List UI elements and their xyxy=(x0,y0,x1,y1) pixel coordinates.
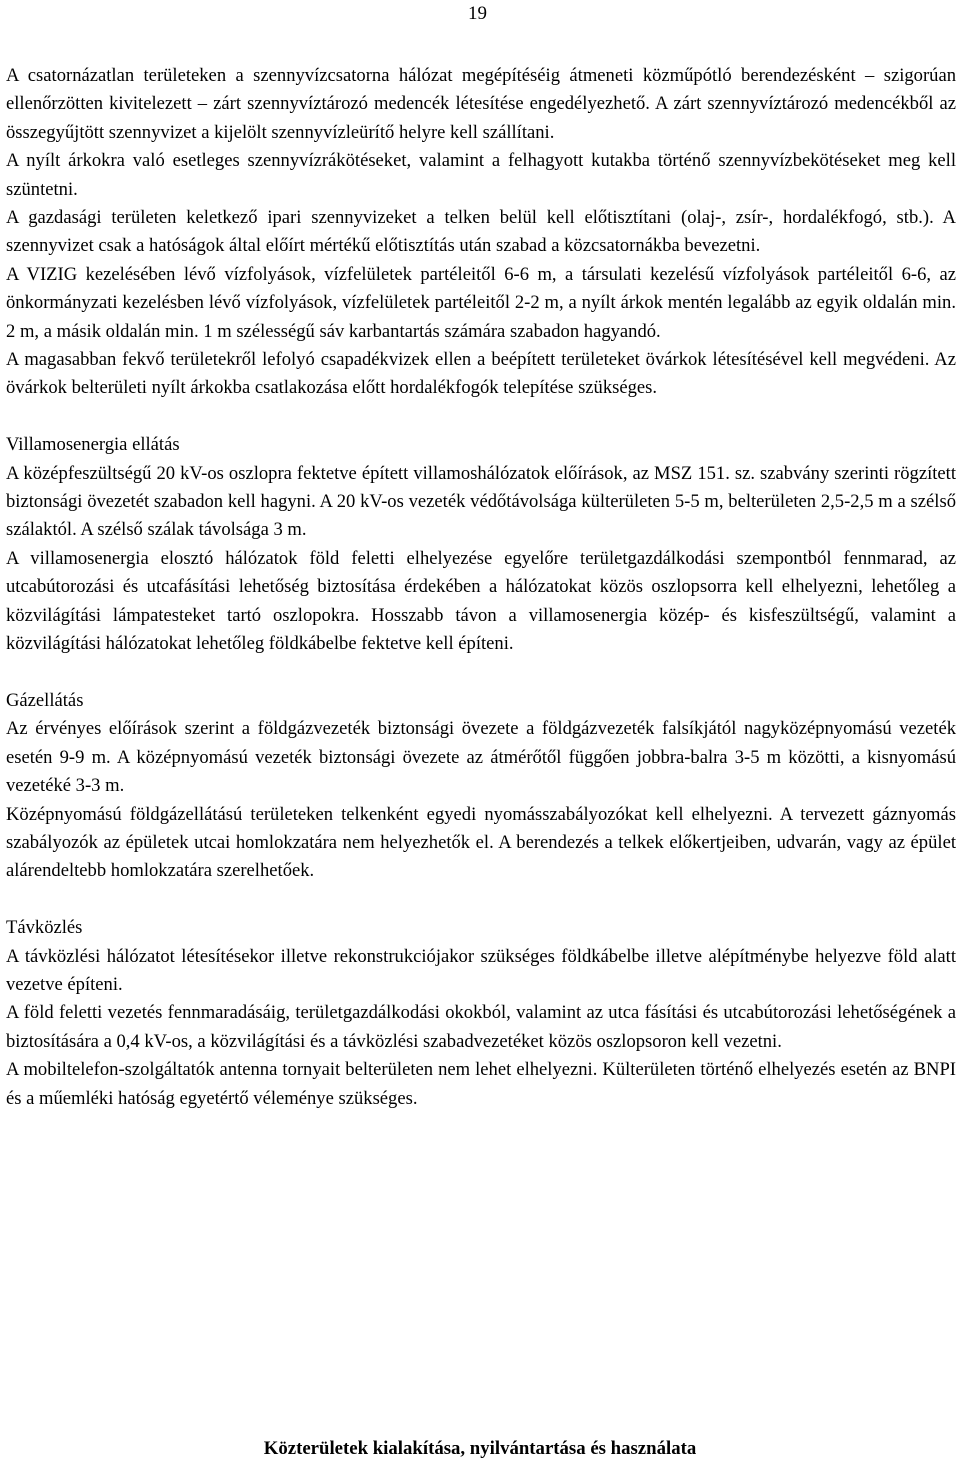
paragraph-watercourse-strips: A VIZIG kezelésében lévő vízfolyások, vízfelületek partéleitől 6-6 m, a társulati kezelésű vízfolyások partéleitől 6-6, az önkormányzati kezelésben lévő vízfolyások, vízfelületek partéleitől 2-2 m, a nyílt árkok mentén legalább az egyik oldalán min. 2 m, a másik oldalán min. 1 m szélességű sáv karbantartás számára szabadon hagyandó. xyxy=(6,263,956,342)
paragraph-industrial-wastewater: A gazdasági területen keletkező ipari szennyvizeket a telken belül kell előtisztítani (olaj-, zsír-, hordalékfogó, stb.). A szennyvizet csak a hatóságok által előírt mértékű előtisztítás után szabad a közcsatornákba bevezetni. xyxy=(6,207,956,257)
paragraph-medium-voltage: A középfeszültségű 20 kV-os oszlopra fektetve épített villamoshálózatok előírások, az MSZ 151. sz. szabvány szerinti rögzített biztonsági övezetét szabadon kell hagyni. A 20 kV-os vezeték védőtávolsága külterületen 5-5 m, belterületen 2,5-2,5 m a szélső szálaktól. A szélső szálak távolsága 3 m. xyxy=(6,462,956,541)
paragraph-gas-regulators: Középnyomású földgázellátású területeken telkenként egyedi nyomásszabályozókat kell elhelyezni. A tervezett gáznyomás szabályozók az épületek utcai homlokzatára nem helyezhetők el. A berendezés a telkek előkertjeiben, udvarán, vagy az épület alárendeltebb homlokzatára szerelhetőek. xyxy=(6,803,956,882)
section-heading-telecom: Távközlés xyxy=(6,917,83,939)
paragraph-septic-tanks: A csatornázatlan területeken a szennyvízcsatorna hálózat megépítéséig átmeneti közműpótló berendezésként – szigorúan ellenőrzötten kivitelezett – zárt szennyvíztározó medencék létesítése engedélyezhető. A zárt szennyvíztározó medencékből az összegyűjtött szennyvizet a kijelölt szennyvízleürítő helyre kell szállítani. xyxy=(6,65,956,143)
section-heading-electricity: Villamosenergia ellátás xyxy=(6,434,180,456)
section-heading-gas: Gázellátás xyxy=(6,689,84,711)
paragraph-shared-poles: A föld feletti vezetés fennmaradásáig, területgazdálkodási okokból, valamint az utca fásítási és utcabútorozási lehetőségének a biztosítására a 0,4 kV-os, a közvilágítási és a távközlési szabadvezetéket közös oszlopsoron kell vezetni. xyxy=(6,1002,956,1052)
document-body xyxy=(6,62,956,1113)
page-number: 19 xyxy=(468,3,487,24)
paragraph-ditch-connections: A nyílt árkokra való esetleges szennyvízrákötéseket, valamint a felhagyott kutakba történő szennyvízbekötéseket meg kell szüntetni. xyxy=(6,150,956,200)
paragraph-mobile-towers: A mobiltelefon-szolgáltatók antenna tornyait belterületen nem lehet elhelyezni. Külterületen történő elhelyezés esetén az BNPI és a műemléki hatóság egyetértő véleménye szükséges. xyxy=(6,1059,956,1109)
section-footer-title: Közterületek kialakítása, nyilvántartása és használata xyxy=(263,1438,697,1459)
paragraph-distribution-network: A villamosenergia elosztó hálózatok föld feletti elhelyezése egyelőre területgazdálkodási szempontból fennmarad, az utcabútorozási és utcafásítási lehetőség biztosítása érdekében a hálózatokat közös oszlopsorra kell elhelyezni, lehetőleg a közvilágítási lámpatesteket tartó oszlopokra. Hosszabb távon a villamosenergia közép- és kisfeszültségű, valamint a közvilágítási hálózatokat lehetőleg földkábelbe fektetve kell építeni. xyxy=(6,547,956,655)
paragraph-rainwater-ditches: A magasabban fekvő területekről lefolyó csapadékvizek ellen a beépített területeket övárkok létesítésével kell megvédeni. Az övárkok belterületi nyílt árkokba csatlakozása előtt hordalékfogók telepítése szükséges. xyxy=(6,349,956,399)
paragraph-gas-safety-zone: Az érvényes előírások szerint a földgázvezeték biztonsági övezete a földgázvezeték falsíkjától nagyközépnyomású vezeték esetén 9-9 m. A középnyomású vezeték biztonsági övezete az átmérőtől függően jobbra-balra 3-5 m közötti, a kisnyomású vezetéké 3-3 m. xyxy=(6,718,956,797)
paragraph-telecom-cables: A távközlési hálózatot létesítésekor illetve rekonstrukciójakor szükséges földkábelbe illetve alépítménybe helyezve föld alatt vezetve építeni. xyxy=(6,945,956,995)
